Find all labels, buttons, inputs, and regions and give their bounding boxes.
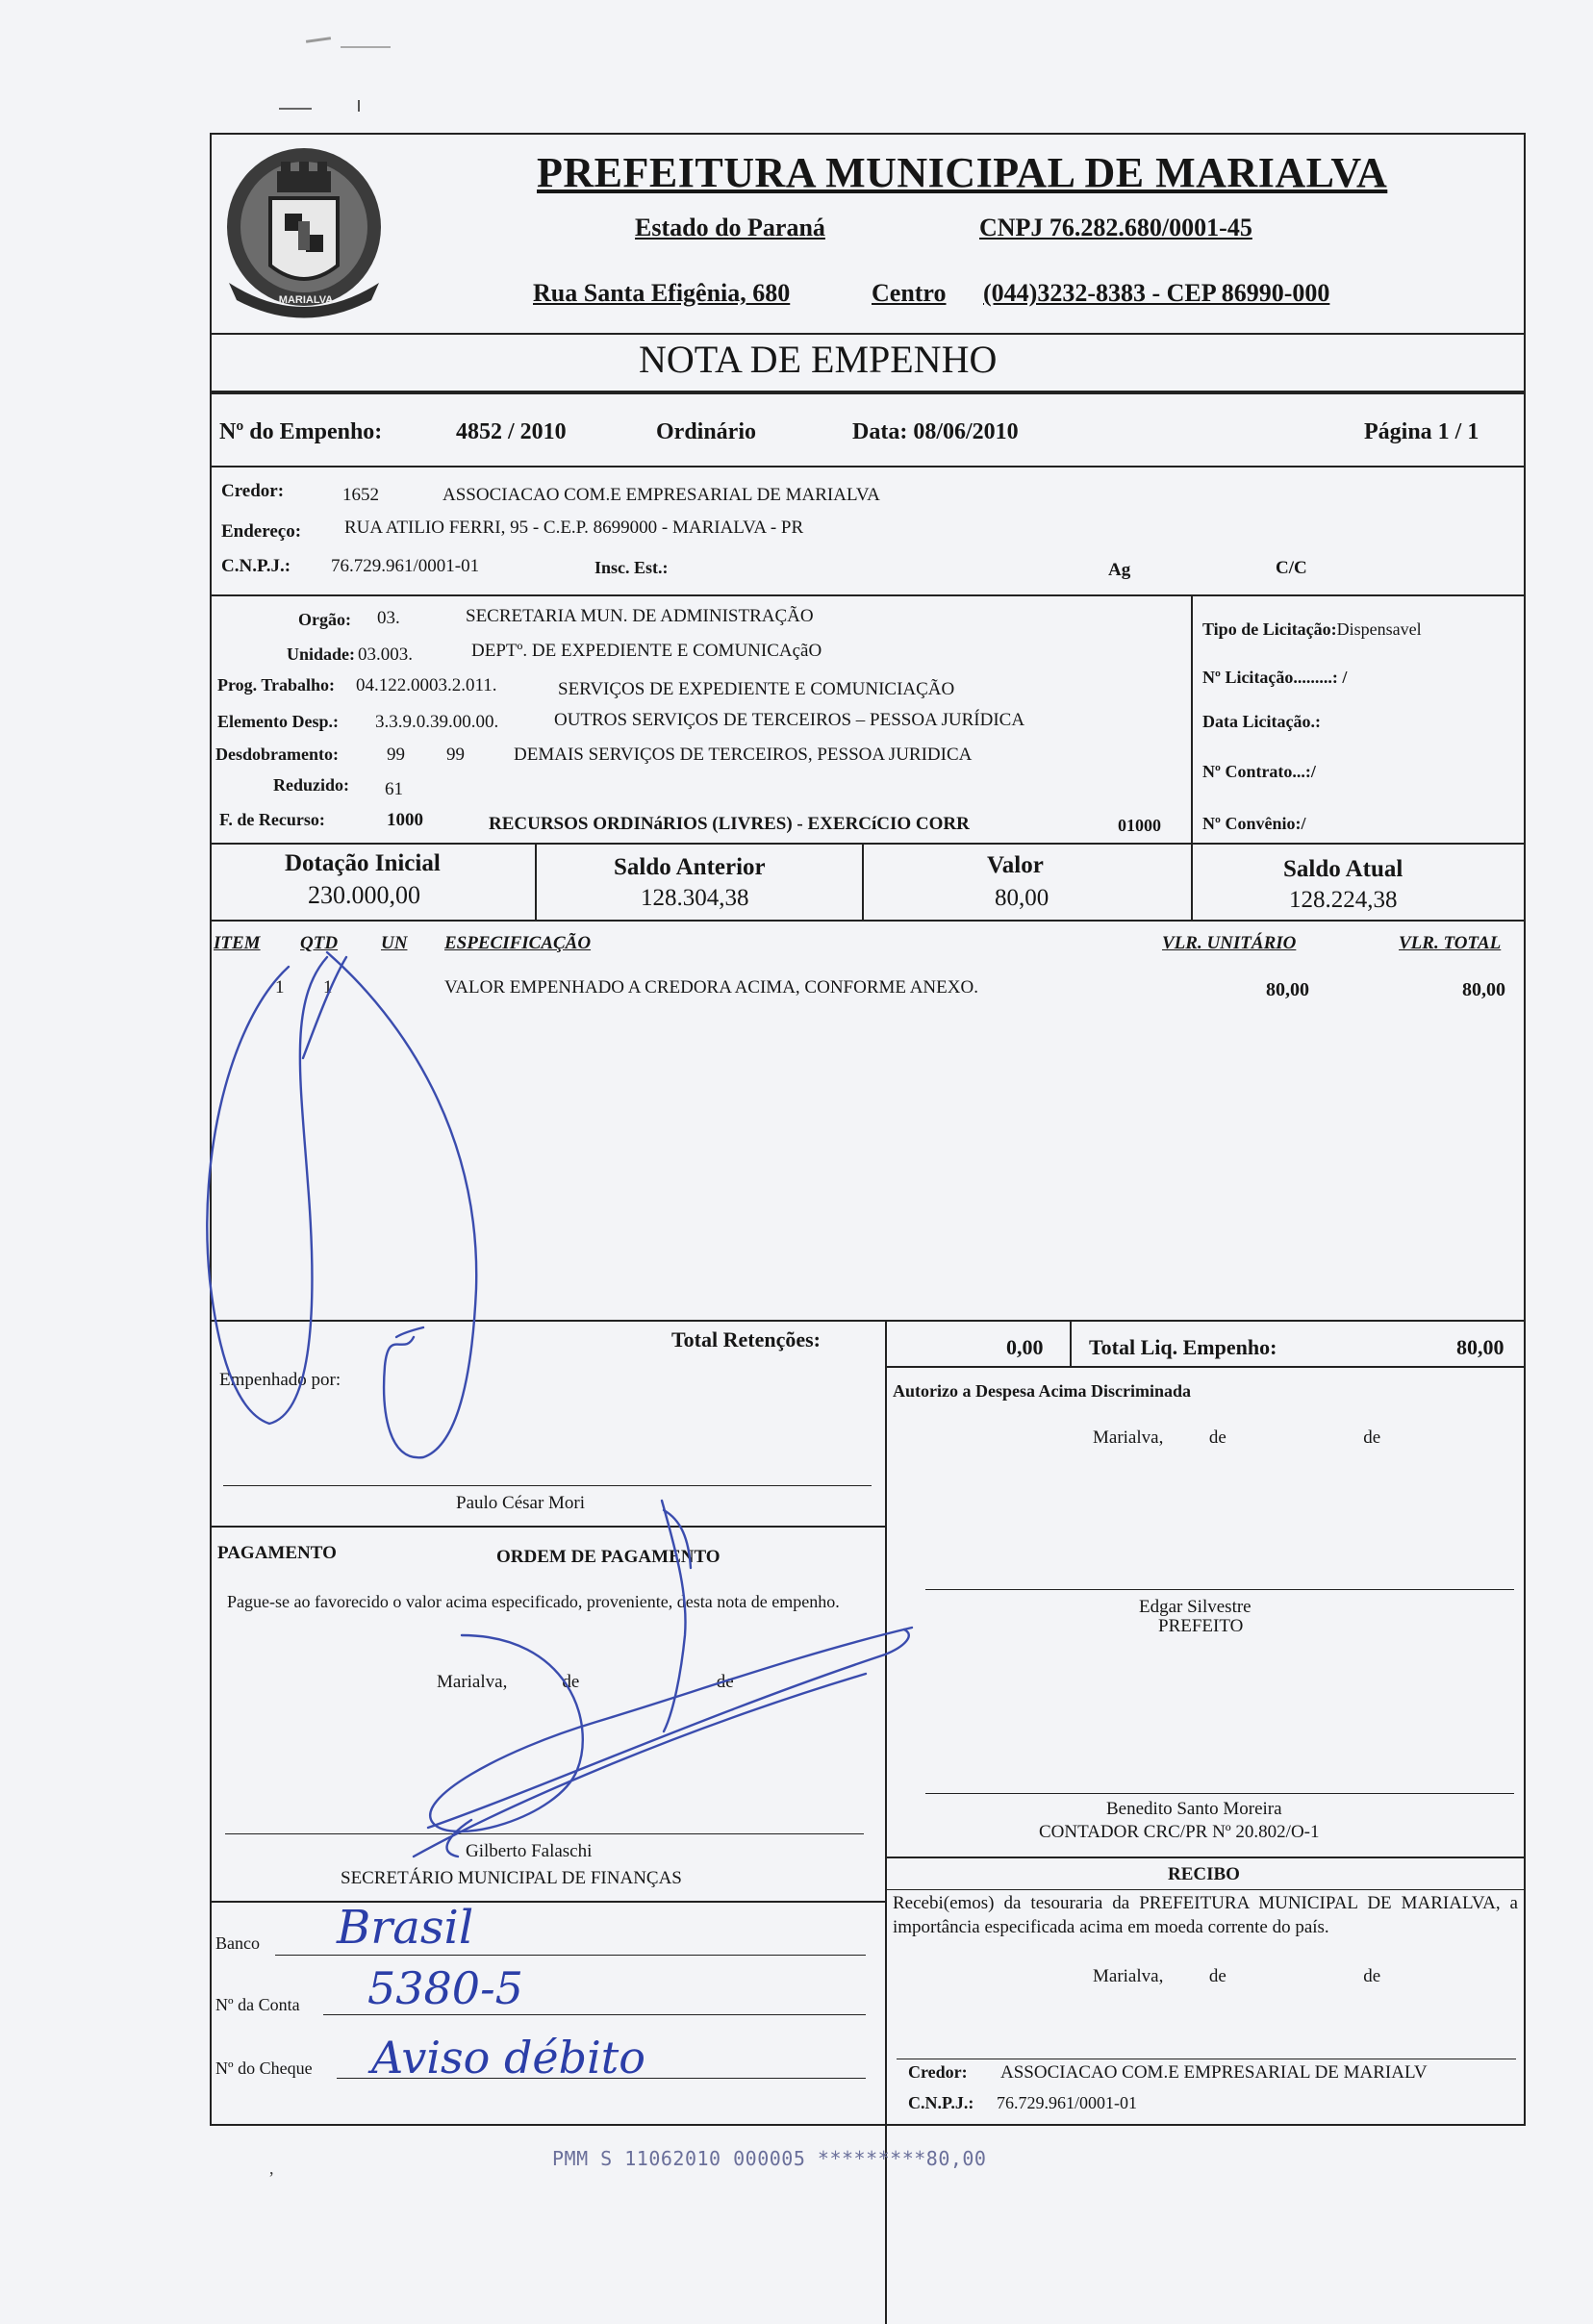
- secretario-role: SECRETÁRIO MUNICIPAL DE FINANÇAS: [341, 1868, 682, 1888]
- prefeito-role: PREFEITO: [1158, 1616, 1244, 1636]
- page-title: PREFEITURA MUNICIPAL DE MARIALVA: [537, 149, 1388, 196]
- col-vlr-total: VLR. TOTAL: [1399, 933, 1502, 953]
- tipo-licitacao-value: Dispensavel: [1336, 619, 1422, 639]
- prefeito-name: Edgar Silvestre: [1139, 1597, 1252, 1617]
- unidade-code: 03.003.: [358, 644, 413, 665]
- divider: [1191, 594, 1193, 843]
- divider: [1191, 843, 1193, 920]
- signature-line: [925, 1793, 1514, 1794]
- conta-value: 5380-5: [367, 1962, 523, 2014]
- credor-label: Credor:: [221, 481, 285, 501]
- cheque-value: Aviso débito: [371, 2032, 645, 2084]
- col-item: ITEM: [214, 933, 261, 953]
- banco-line: [275, 1955, 866, 1956]
- scan-mark: ,: [269, 2159, 274, 2178]
- total-retencoes-label: Total Retenções:: [671, 1327, 821, 1351]
- desdobramento-label: Desdobramento:: [215, 745, 339, 764]
- recurso-code: 1000: [387, 810, 423, 830]
- signature-line: [925, 1589, 1514, 1590]
- scan-mark: [306, 37, 331, 43]
- banco-label: Banco: [215, 1933, 260, 1953]
- row-item: 1: [275, 977, 285, 998]
- divider: [210, 466, 1526, 467]
- valor-value: 80,00: [995, 885, 1049, 911]
- autorizo-label: Autorizo a Despesa Acima Discriminada: [893, 1381, 1191, 1401]
- agency-label: Ag: [1108, 560, 1131, 580]
- empenho-date: Data: 08/06/2010: [852, 419, 1019, 444]
- prog-name: SERVIÇOS DE EXPEDIENTE E COMUNICIAÇÃO: [558, 679, 955, 699]
- pagamento-text: Pague-se ao favorecido o valor acima especificado, proveniente, desta nota de empenho.: [227, 1592, 840, 1611]
- insc-est-label: Insc. Est.:: [594, 558, 669, 577]
- valor-label: Valor: [987, 852, 1044, 878]
- convenio-label: Nº Convênio:/: [1202, 814, 1306, 833]
- empenhado-por-label: Empenhado por:: [219, 1370, 341, 1390]
- footer-stamp: PMM S 11062010 000005 *********80,00: [552, 2147, 987, 2170]
- orgao-code: 03.: [377, 608, 400, 628]
- saldo-anterior-value: 128.304,38: [641, 885, 749, 911]
- banco-value: Brasil: [337, 1901, 474, 1955]
- reduzido-label: Reduzido:: [273, 775, 350, 795]
- divider: [210, 1320, 1526, 1322]
- credor-cnpj-label: C.N.P.J.:: [221, 556, 291, 576]
- credor-cnpj: 76.729.961/0001-01: [331, 556, 480, 576]
- empenho-type: Ordinário: [656, 419, 757, 444]
- contador-role: CONTADOR CRC/PR Nº 20.802/O-1: [1039, 1822, 1320, 1842]
- row-vlr-total: 80,00: [1462, 979, 1505, 1000]
- dotacao-inicial-value: 230.000,00: [308, 881, 420, 909]
- divider: [210, 920, 1526, 922]
- divider: [210, 594, 1526, 596]
- desdobramento-code-2: 99: [446, 745, 465, 765]
- row-especificacao: VALOR EMPENHADO A CREDORA ACIMA, CONFORME ANEXO.: [444, 977, 978, 998]
- recibo-cnpj: 76.729.961/0001-01: [997, 2093, 1137, 2112]
- total-liq-label: Total Liq. Empenho:: [1089, 1335, 1277, 1359]
- recibo-city-line: Marialva, de de: [1093, 1966, 1381, 1986]
- secretario-name: Gilberto Falaschi: [466, 1841, 593, 1861]
- recurso-code-2: 01000: [1118, 816, 1161, 835]
- num-licitacao-label: Nº Licitação.........: /: [1202, 668, 1348, 687]
- scan-mark: [358, 100, 369, 112]
- empenhado-por-name: Paulo César Mori: [456, 1493, 586, 1513]
- street-address: Rua Santa Efigênia, 680: [533, 279, 791, 307]
- scan-mark: [279, 108, 312, 110]
- divider: [1070, 1320, 1072, 1368]
- page-number: Página 1 / 1: [1364, 419, 1479, 444]
- signature-line: [225, 1833, 864, 1834]
- recurso-label: F. de Recurso:: [219, 810, 325, 829]
- scan-mark: [341, 46, 391, 48]
- divider: [885, 1889, 1526, 1890]
- tipo-licitacao-label-text: Tipo de Licitação:: [1202, 619, 1337, 639]
- phone-cep: (044)3232-8383 - CEP 86990-000: [983, 279, 1330, 307]
- header-cnpj: CNPJ 76.282.680/0001-45: [979, 214, 1252, 241]
- document-type-title: NOTA DE EMPENHO: [639, 338, 998, 381]
- crest-text: MARIALVA: [278, 294, 334, 306]
- credor-name: ASSOCIACAO COM.E EMPRESARIAL DE MARIALVA: [442, 485, 880, 505]
- row-qtd: 1: [323, 977, 333, 998]
- divider: [885, 1320, 887, 2324]
- recibo-cnpj-label: C.N.P.J.:: [908, 2093, 974, 2112]
- pagamento-city-line: Marialva, de de: [437, 1672, 734, 1692]
- divider: [210, 843, 1526, 845]
- state-label: Estado do Paraná: [635, 214, 825, 241]
- reduzido-code: 61: [385, 779, 403, 799]
- col-especificacao: ESPECIFICAÇÃO: [444, 933, 592, 953]
- autorizo-city-line: Marialva, de de: [1093, 1427, 1381, 1448]
- total-liq-value: 80,00: [1456, 1335, 1504, 1359]
- orgao-label: Orgão:: [298, 610, 351, 629]
- contrato-label: Nº Contrato...:/: [1202, 762, 1316, 781]
- tipo-licitacao-label: [1202, 619, 1422, 640]
- prog-label: Prog. Trabalho:: [217, 675, 336, 695]
- divider: [885, 1857, 1526, 1858]
- orgao-name: SECRETARIA MUN. DE ADMINISTRAÇÃO: [466, 606, 814, 626]
- cheque-label: Nº do Cheque: [215, 2059, 313, 2078]
- divider: [210, 1901, 885, 1903]
- conta-line: [323, 2014, 866, 2015]
- desdobramento-code-1: 99: [387, 745, 405, 765]
- row-vlr-unitario: 80,00: [1266, 979, 1309, 1000]
- col-qtd: QTD: [300, 933, 339, 953]
- recibo-credor-name: ASSOCIACAO COM.E EMPRESARIAL DE MARIALV: [1000, 2062, 1428, 2083]
- endereco-label: Endereço:: [221, 521, 302, 542]
- unidade-name: DEPTº. DE EXPEDIENTE E COMUNICAçãO: [471, 641, 822, 661]
- endereco-value: RUA ATILIO FERRI, 95 - C.E.P. 8699000 - MARIALVA - PR: [344, 518, 804, 538]
- recibo-text: Recebi(emos) da tesouraria da PREFEITURA MUNICIPAL DE MARIALVA, a importância especificada acima em moeda corrente do país.: [893, 1893, 1518, 1937]
- data-licitacao-label: Data Licitação.:: [1202, 712, 1321, 731]
- dotacao-inicial-label: Dotação Inicial: [285, 850, 441, 876]
- saldo-atual-value: 128.224,38: [1289, 887, 1398, 913]
- recurso-name: RECURSOS ORDINáRIOS (LIVRES) - EXERCíCIO CORR: [489, 814, 970, 834]
- empenho-number-label: Nº do Empenho:: [219, 419, 383, 444]
- col-vlr-unitario: VLR. UNITÁRIO: [1162, 933, 1297, 953]
- divider: [210, 391, 1526, 394]
- recibo-label: RECIBO: [1168, 1864, 1240, 1884]
- saldo-anterior-label: Saldo Anterior: [614, 854, 766, 880]
- elemento-code: 3.3.9.0.39.00.00.: [375, 712, 499, 732]
- credor-code: 1652: [342, 485, 379, 505]
- divider: [535, 843, 537, 920]
- total-retencoes-value: 0,00: [1006, 1335, 1044, 1359]
- signature-line: [223, 1485, 872, 1486]
- contador-name: Benedito Santo Moreira: [1106, 1799, 1282, 1819]
- prog-code: 04.122.0003.2.011.: [356, 675, 497, 695]
- elemento-label: Elemento Desp.:: [217, 712, 339, 731]
- col-un: UN: [381, 933, 408, 953]
- unidade-label: Unidade:: [287, 644, 356, 664]
- empenho-number: 4852 / 2010: [456, 419, 567, 444]
- saldo-atual-label: Saldo Atual: [1283, 856, 1403, 882]
- elemento-name: OUTROS SERVIÇOS DE TERCEIROS – PESSOA JURÍDICA: [554, 710, 1025, 730]
- divider: [862, 843, 864, 920]
- divider: [885, 1366, 1526, 1368]
- pagamento-label: PAGAMENTO: [217, 1543, 337, 1563]
- divider: [210, 333, 1526, 335]
- desdobramento-name: DEMAIS SERVIÇOS DE TERCEIROS, PESSOA JURIDICA: [514, 745, 973, 765]
- divider: [210, 1526, 885, 1528]
- ordem-pagamento-label: ORDEM DE PAGAMENTO: [496, 1547, 721, 1567]
- conta-label: Nº da Conta: [215, 1995, 300, 2014]
- account-label: C/C: [1276, 558, 1307, 578]
- recibo-credor-label: Credor:: [908, 2062, 968, 2082]
- crest-logo: [217, 139, 391, 331]
- neighborhood: Centro: [872, 279, 947, 307]
